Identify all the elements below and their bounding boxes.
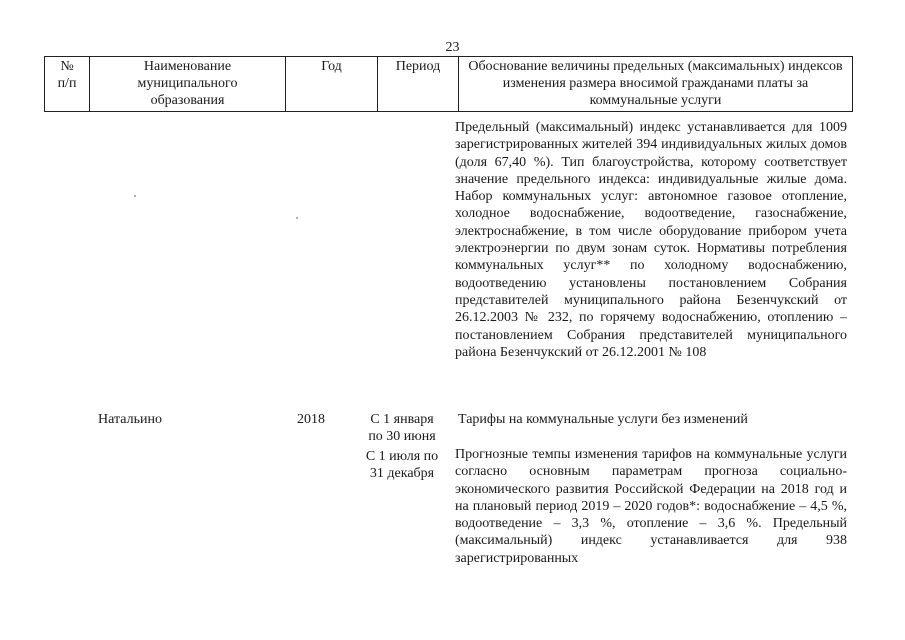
row-period-1: С 1 января по 30 июня bbox=[368, 412, 436, 444]
row-settlement-name: Натальино bbox=[98, 412, 162, 427]
header-name: Наименование муниципального образования bbox=[90, 57, 286, 112]
header-num: № п/п bbox=[45, 57, 90, 112]
scan-speck bbox=[134, 195, 136, 197]
continuation-text: Предельный (максимальный) индекс устанавливается для 1009 зарегистрированных жителей 394 индивидуальных жилых домов (доля 67,40 %). Тип благоустройства, которому соответствует значение предельного индекса: индивидуальные жилые дома. Набор коммунальных услуг: автономное газовое отопление, холодное водоснабжение, водоотведение, газоснабжение, электроснабжение, в том числе оборудование прибором учета электроэнергии по двум зонам суток. Нормативы потребления коммунальных услуг** по холодному водоснабжению, водоотведению установлены постановлением Собрания представителей муниципального района Безенчукский от 26.12.2003 № 232, по горячему водоснабжению, отоплению – постановлением Собрания представителей муниципального района Безенчукский от 26.12.2001 № 108 bbox=[455, 120, 847, 360]
row-basis-2: Прогнозные темпы изменения тарифов на коммунальные услуги согласно основным параметрам прогноза социально-экономического развития Российской Федерации на 2018 год и на плановый период 2019 – 2020 годов*: водоснабжение – 4,5 %, водоотведение – 3,3 %, отопление – 3,6 %. Предельный (максимальный) индекс устанавливается для 938 зарегистрированных bbox=[455, 447, 847, 566]
row-period-2: С 1 июля по 31 декабря bbox=[365, 449, 439, 481]
row-basis-1: Тарифы на коммунальные услуги без изменений bbox=[458, 412, 748, 427]
scan-speck bbox=[296, 217, 298, 219]
header-period: Период bbox=[378, 57, 459, 112]
page-number: 23 bbox=[445, 40, 460, 55]
header-basis: Обоснование величины предельных (максимальных) индексов изменения размера вносимой гражданами платы за коммунальные услуги bbox=[459, 57, 853, 112]
table-header bbox=[44, 56, 853, 112]
row-year: 2018 bbox=[297, 412, 325, 427]
header-year: Год bbox=[286, 57, 378, 112]
